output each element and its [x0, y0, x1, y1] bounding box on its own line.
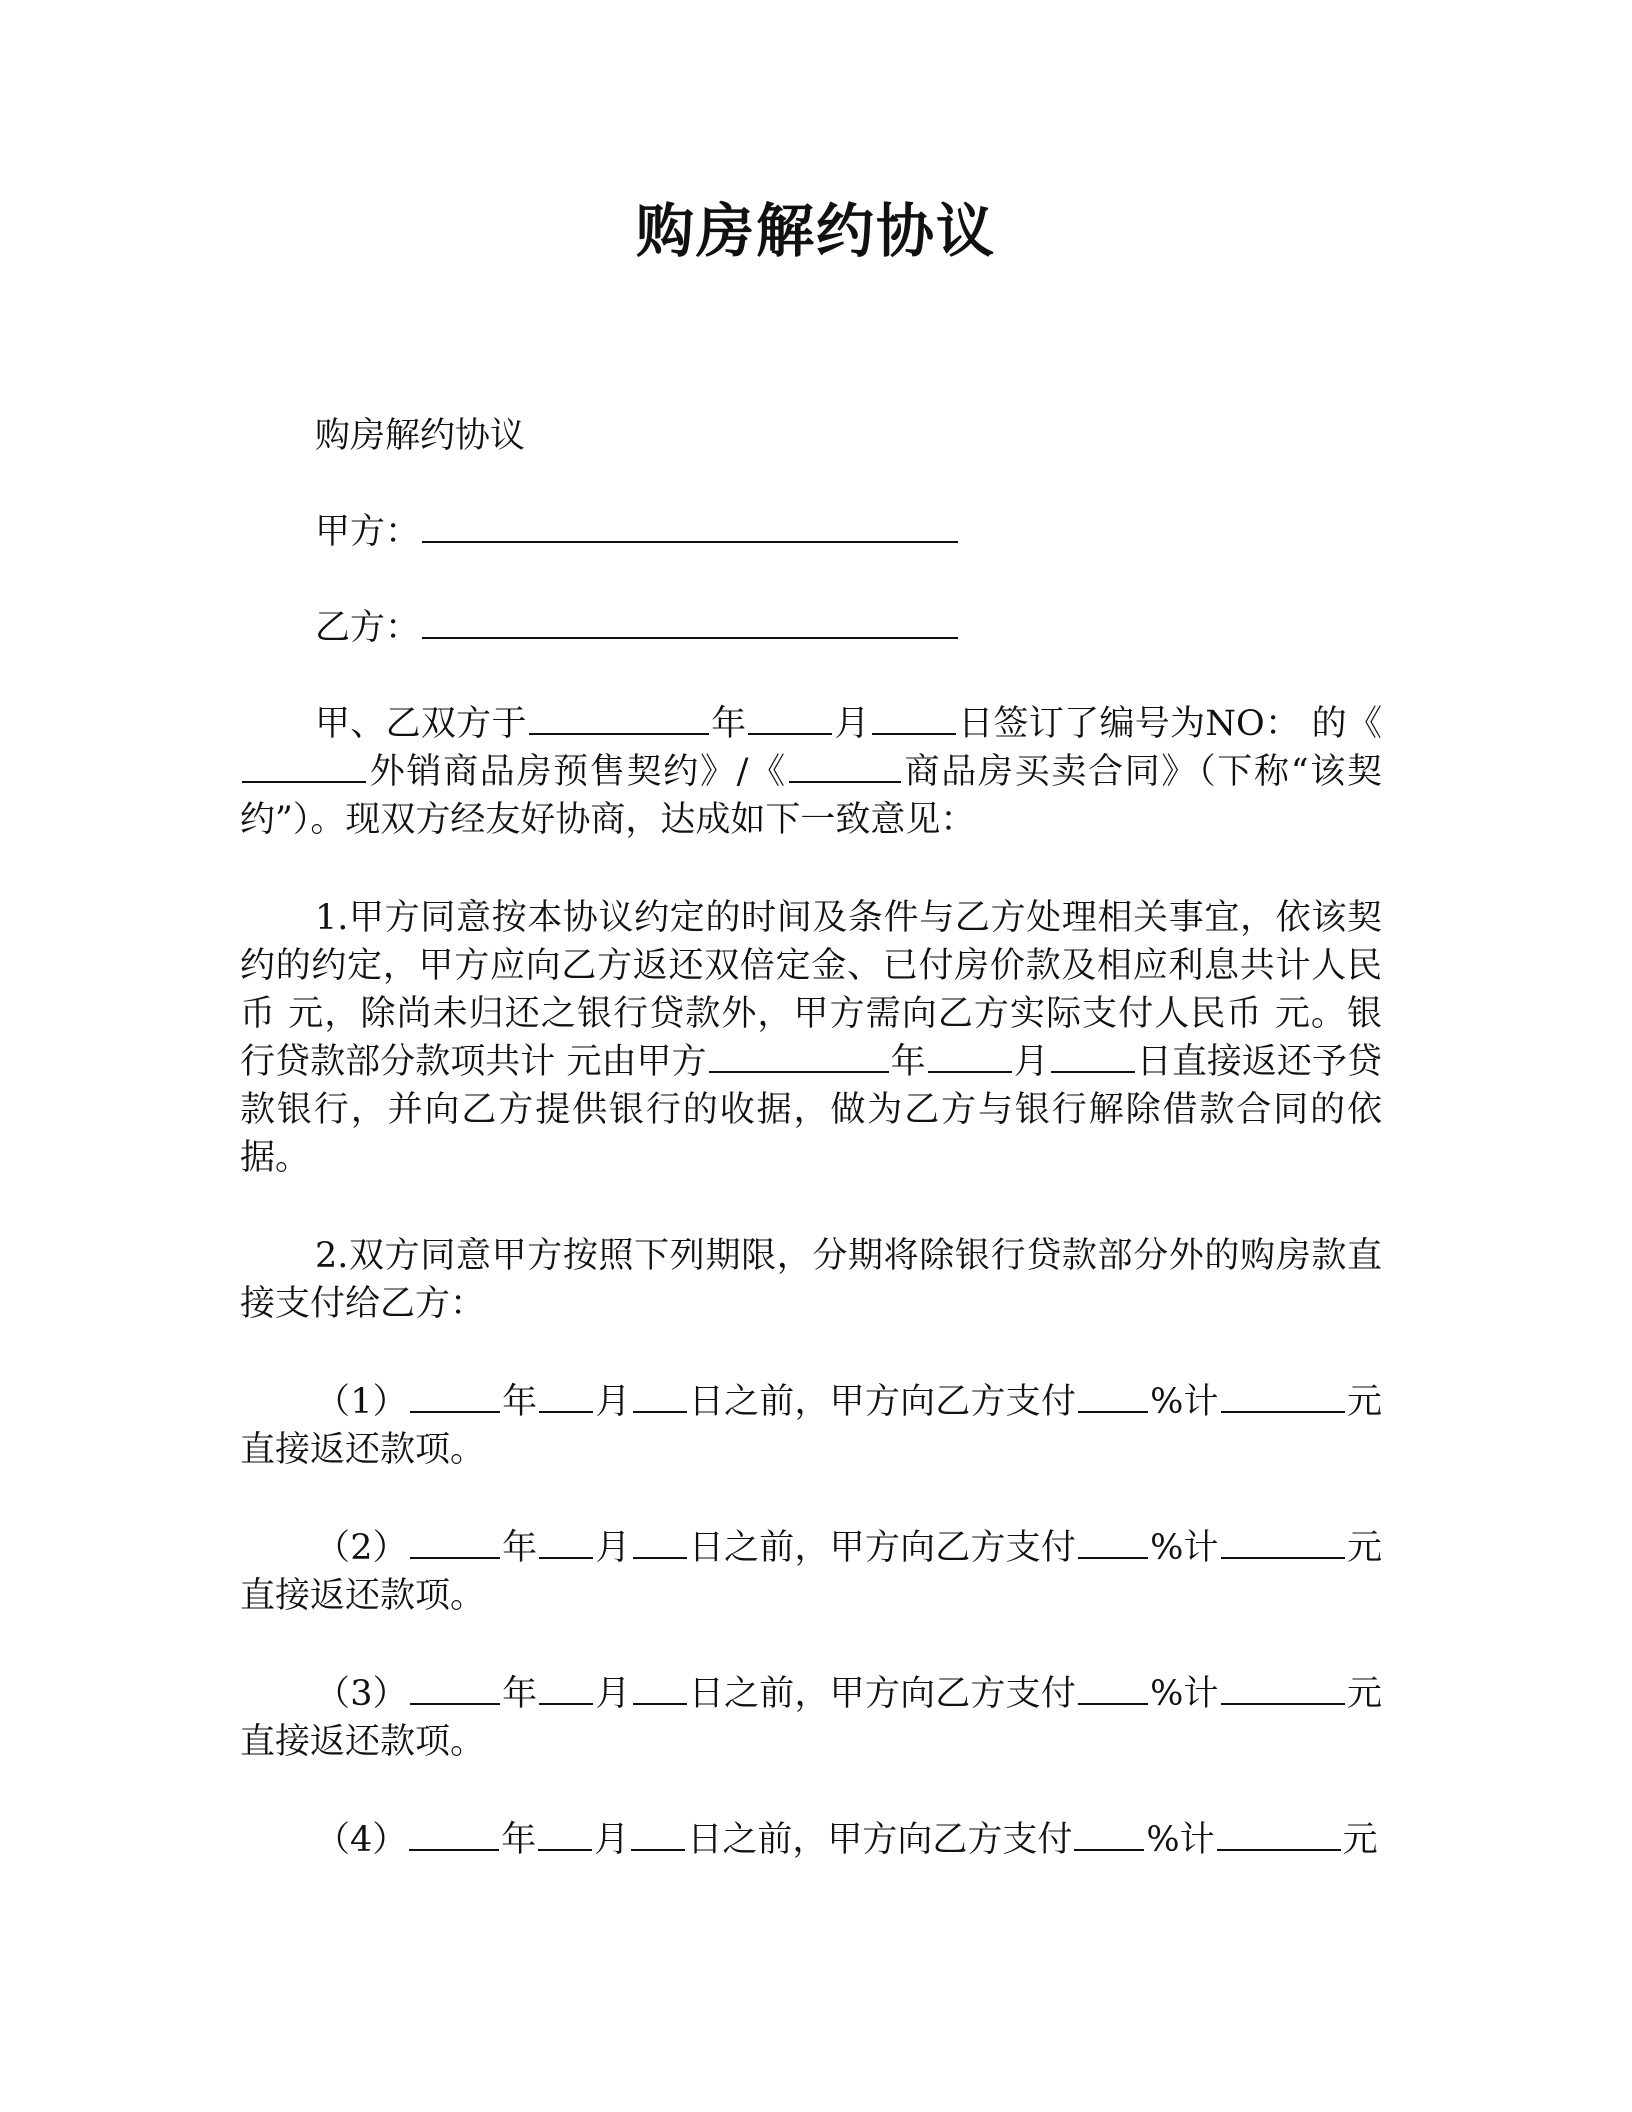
installment-4: （4） 年 月 日之前，甲方向乙方支付 %计 元: [315, 1820, 1378, 1860]
blank: [410, 1675, 500, 1705]
installment-2: （2） 年 月 日之前，甲方向乙方支付 %计 元直接返还款项。: [240, 1528, 1382, 1616]
blank: [633, 1383, 687, 1413]
blank: [633, 1529, 687, 1559]
blank: [709, 1043, 889, 1073]
blank: [409, 1821, 499, 1851]
blank: [748, 705, 832, 735]
party-a-blank: [422, 513, 958, 543]
clause-2: 2.双方同意甲方按照下列期限，分期将除银行贷款部分外的购房款直接支付给乙方：: [240, 1236, 1382, 1324]
blank: [1078, 1675, 1148, 1705]
blank: [1217, 1821, 1341, 1851]
party-b-blank: [422, 609, 958, 639]
blank: [1078, 1529, 1148, 1559]
installment-3: （3） 年 月 日之前，甲方向乙方支付 %计 元直接返还款项。: [240, 1674, 1382, 1762]
blank: [1074, 1821, 1144, 1851]
blank: [1051, 1043, 1135, 1073]
clause-1: 1.甲方同意按本协议约定的时间及条件与乙方处理相关事宜，依该契约的约定，甲方应向乙方返还双倍定金、已付房价款及相应利息共计人民币 元，除尚未归还之银行贷款外，甲方需向乙方实际支付人民币 元。银行贷款部分款项共计 元由甲方 年 月 日直接返还予贷款银行，并向乙方提供银行的收据，做为乙方与银行解除借款合同的依据。: [240, 898, 1382, 1178]
party-b-line: [240, 604, 1382, 652]
blank: [539, 1383, 593, 1413]
blank: [410, 1529, 500, 1559]
blank: [631, 1821, 685, 1851]
document-title: 购房解约协议: [635, 197, 996, 265]
installment-1: （1） 年 月 日之前，甲方向乙方支付 %计 元直接返还款项。: [240, 1382, 1382, 1470]
blank: [410, 1383, 500, 1413]
blank: [789, 753, 901, 783]
blank: [1221, 1675, 1345, 1705]
blank: [242, 753, 366, 783]
intro-paragraph: 甲、乙双方于 年 月 日签订了编号为NO： 的《外销商品房预售契约》/《 商品房买卖合同》（下称“该契约”）。现双方经友好协商，达成如下一致意见：: [240, 704, 1382, 840]
blank: [1078, 1383, 1148, 1413]
blank: [1221, 1383, 1345, 1413]
blank: [539, 1675, 593, 1705]
blank: [529, 705, 709, 735]
blank: [538, 1821, 592, 1851]
blank: [539, 1529, 593, 1559]
blank: [633, 1675, 687, 1705]
party-a-line: [240, 508, 1382, 556]
party-a-label: 甲方：: [315, 512, 421, 552]
subtitle: 购房解约协议: [315, 416, 526, 456]
party-b-label: 乙方：: [315, 608, 421, 648]
blank: [928, 1043, 1012, 1073]
blank: [872, 705, 956, 735]
document-body: [240, 412, 1382, 1864]
blank: [1221, 1529, 1345, 1559]
